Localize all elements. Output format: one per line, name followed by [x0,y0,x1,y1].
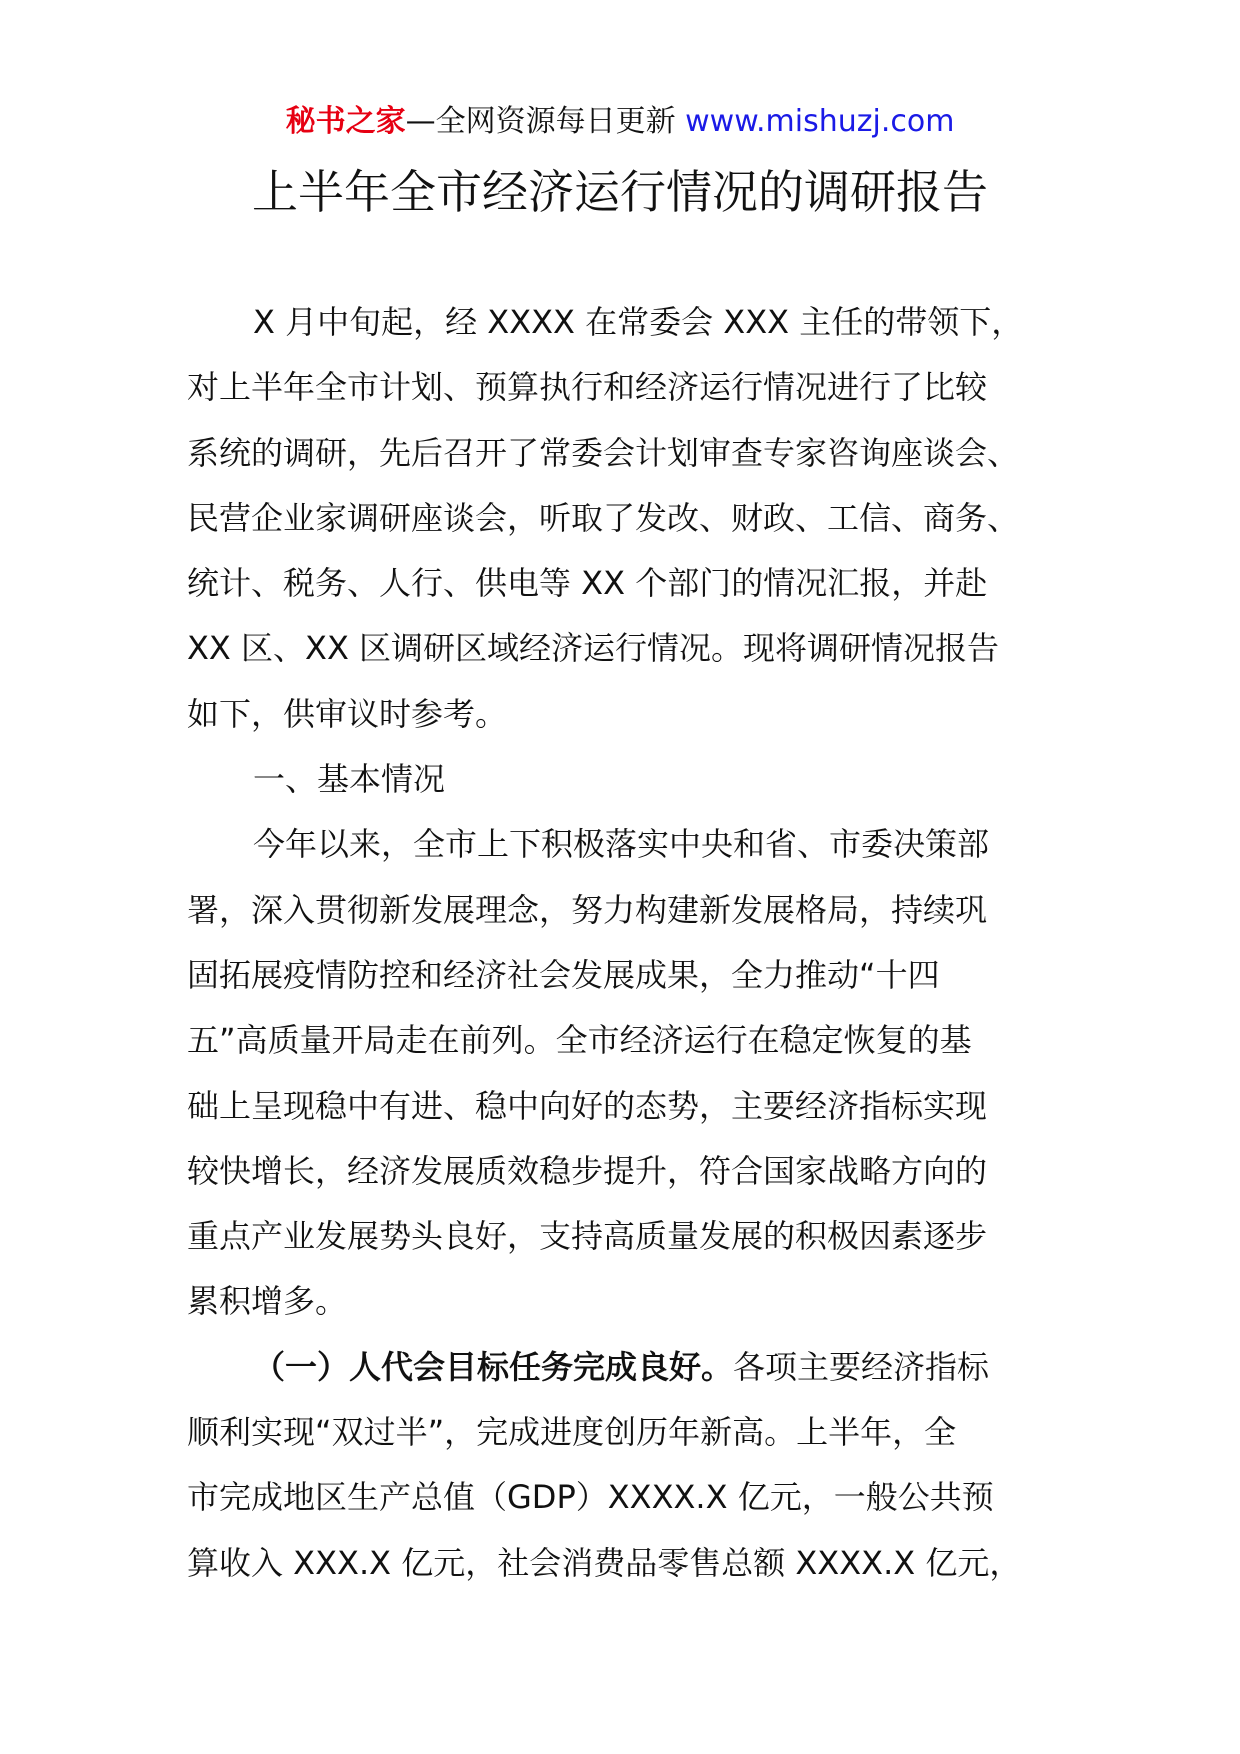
subsection-heading: （一）人代会目标任务完成良好。 [253,1347,734,1386]
site-header [0,102,1240,142]
paragraph-line: 础上呈现稳中有进、稳中向好的态势，主要经济指标实现 [187,1086,988,1125]
paragraph-line: 系统的调研，先后召开了常委会计划审查专家咨询座谈会、 [187,433,1020,472]
paragraph-line: 算收入 XXX.X 亿元，社会消费品零售总额 XXXX.X 亿元， [187,1543,1022,1582]
document-title: 上半年全市经济运行情况的调研报告 [252,165,988,219]
paragraph-line: 顺利实现“双过半”，完成进度创历年新高。上半年，全 [187,1413,957,1452]
subsection-paragraph [187,1335,1047,1596]
paragraph-line: 民营企业家调研座谈会，听取了发改、财政、工信、商务、 [187,498,1020,537]
intro-paragraph [187,290,1047,747]
site-url-link[interactable]: www.mishuzj.com [685,104,955,139]
paragraph-text: 各项主要经济指标 [733,1347,990,1386]
paragraph-line: 今年以来，全市上下积极落实中央和省、市委决策部 [253,825,990,864]
paragraph-line: 固拓展疫情防控和经济社会发展成果，全力推动“十四 [187,955,940,994]
paragraph-line: 对上半年全市计划、预算执行和经济运行情况进行了比较 [187,368,988,407]
brand-name: 秘书之家 [285,104,406,139]
document-body [187,290,1047,1596]
heading-line: 一、基本情况 [253,760,446,799]
paragraph-line: 较快增长，经济发展质效稳步提升，符合国家战略方向的 [187,1151,988,1190]
paragraph-line: X 月中旬起，经 XXXX 在常委会 XXX 主任的带领下， [253,303,1024,341]
overview-paragraph [187,812,1047,1334]
paragraph-line: 市完成地区生产总值（GDP）XXXX.X 亿元，一般公共预 [187,1478,994,1517]
paragraph-line [187,1335,1047,1400]
paragraph-line: 统计、税务、人行、供电等 XX 个部门的情况汇报，并赴 [187,564,988,603]
paragraph-line: 累积增多。 [187,1282,348,1321]
paragraph-line: 如下，供审议时参考。 [187,694,508,733]
paragraph-line: 重点产业发展势头良好，支持高质量发展的积极因素逐步 [187,1217,988,1256]
section-heading [187,747,1047,812]
paragraph-line: 五”高质量开局走在前列。全市经济运行在稳定恢复的基 [187,1021,972,1060]
paragraph-line: XX 区、XX 区调研区域经济运行情况。现将调研情况报告 [187,629,1000,668]
paragraph-line: 署，深入贯彻新发展理念，努力构建新发展格局，持续巩 [187,890,988,929]
header-tagline: —全网资源每日更新 [405,104,686,139]
